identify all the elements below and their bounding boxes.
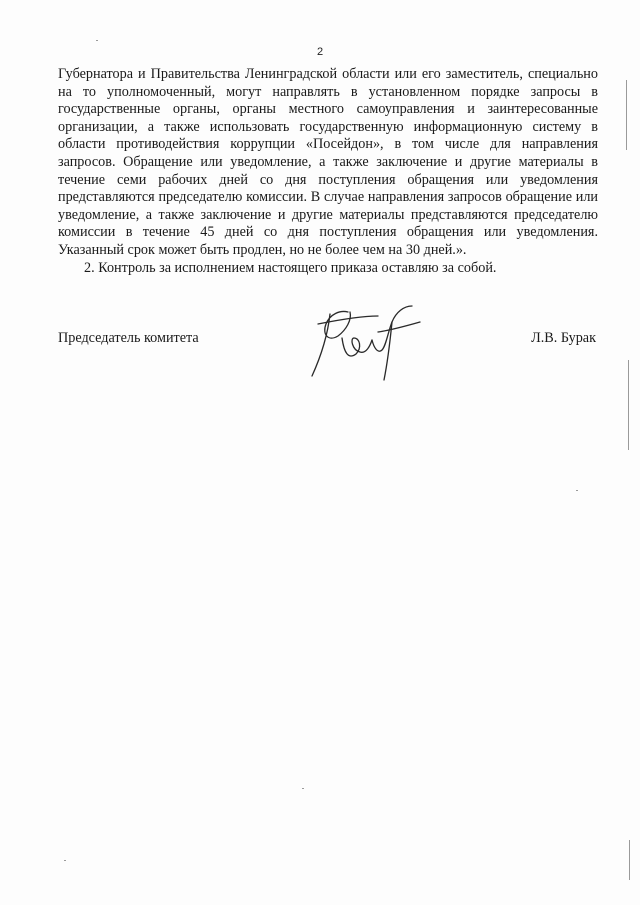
signatory-name: Л.В. Бурак [531, 330, 596, 346]
paragraph-continuation: Губернатора и Правительства Ленинградской области или его заместитель, специально на то уполномоченный, могут направлять в установленном порядке запросы в государственные органы, органы местного самоуправления и заинтересованные организации, а также использовать государственную информационную систему в области противодействия коррупции «Посейдон», в том числе для направления запросов. Обращение или уведомление, а также заключение и другие материалы в течение семи рабочих дней со дня поступления обращения или уведомления представляются председателю комиссии. В случае направления запросов обращение или уведомление, а также заключение и другие материалы представляются председателю комиссии в течение 45 дней со дня поступления обращения или уведомления. Указанный срок может быть продлен, но не более чем на 30 дней.». [58, 66, 598, 258]
scan-artifact [64, 860, 66, 861]
scan-artifact [576, 490, 578, 491]
scan-artifact [628, 360, 629, 450]
scan-artifact [302, 788, 304, 789]
paragraph-control-clause: 2. Контроль за исполнением настоящего приказа оставляю за собой. [84, 259, 497, 276]
scan-artifact [629, 840, 630, 880]
scan-artifact [96, 40, 98, 41]
scan-artifact [626, 80, 627, 150]
signatory-title: Председатель комитета [58, 330, 199, 346]
page-number: 2 [316, 46, 324, 58]
handwritten-signature-icon [308, 302, 438, 382]
document-body [58, 66, 598, 277]
